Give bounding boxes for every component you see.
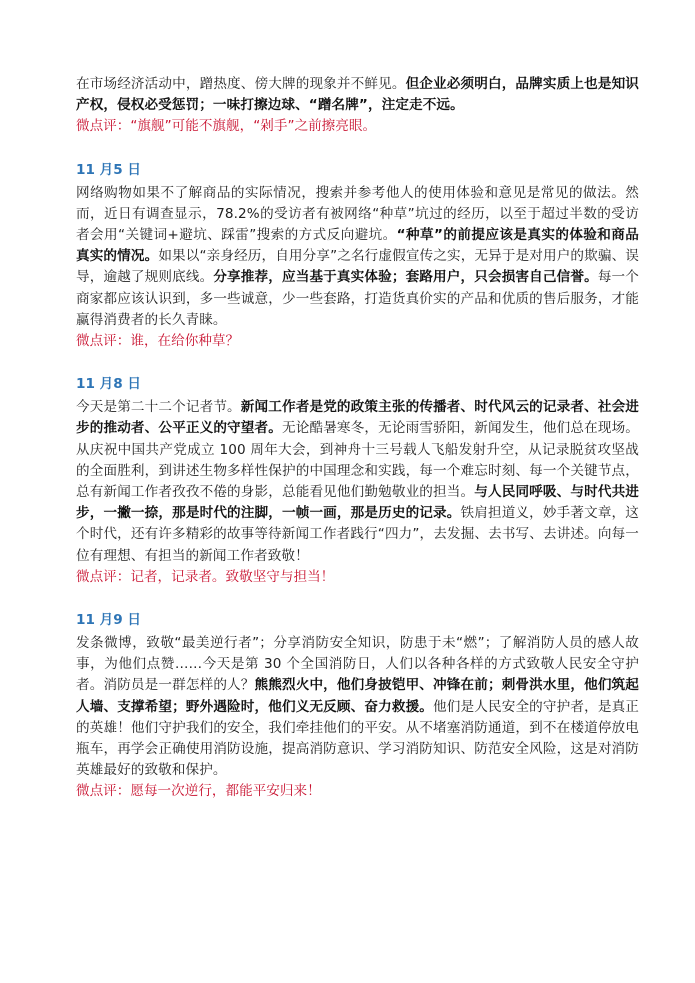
text-segment: 每一个商家都应该认识到，多一些诚意，少一些套路，打造货真价实的产品和优质的售后服务，才能赢得消费者的长久青睐。 <box>76 269 639 328</box>
micro-comment: 微点评：记者，记录者。致敬坚守与担当！ <box>76 568 335 585</box>
entry-nov-9 <box>76 610 639 803</box>
bold-text-segment: 熊熊烈火中，他们身披铠甲、冲锋在前；刺骨洪水里，他们筑起人墙、支撑希望；野外遇险时，他们义无反顾、奋力救援。 <box>76 677 639 715</box>
text-segment: 今天是第二十二个记者节。 <box>76 399 241 416</box>
bold-text-segment: 但企业必须明白，品牌实质上也是知识产权，侵权必受惩罚；一味打擦边球、“蹭名牌”，注定走不远。 <box>76 76 639 114</box>
intro-paragraph <box>76 74 639 116</box>
entry-date: 11 月9 日 <box>76 612 142 629</box>
entry-date: 11 月5 日 <box>76 161 142 178</box>
text-segment: 网络购物如果不了解商品的实际情况，搜索并参考他人的使用体验和意见是常见的做法。然而，近日有调查显示，78.2%的受访者有被网络“种草”坑过的经历，以至于超过半数的受访者会用“关键词+避坑、踩雷”搜索的方式反向避坑。 <box>76 184 639 244</box>
micro-comment: 微点评：愿每一次逆行，都能平安归来！ <box>76 783 321 800</box>
text-segment: 在市场经济活动中，蹭热度、傍大牌的现象并不鲜见。 <box>76 76 406 92</box>
text-segment: 如果以“亲身经历，自用分享”之名行虚假宣传之实，无异于是对用户的欺骗、误导，逾越了规则底线。 <box>76 248 639 286</box>
bold-text-segment: 新闻工作者是党的政策主张的传播者、时代风云的记录者、社会进步的推动者、公平正义的守望者。 <box>76 399 639 437</box>
entry-nov-5 <box>76 160 639 353</box>
entry-date: 11 月8 日 <box>76 376 142 393</box>
text-segment: 无论酷暑寒冬，无论雨雪骄阳，新闻发生，他们总在现场。从庆祝中国共产党成立 100 周年大会，到神舟十三号载人飞船发射升空，从记录脱贫攻坚战的全面胜利，到讲述生物多样性保护的中国理念和实践，每一个难忘时刻、每一个关键节点，总有新闻工作者孜孜不倦的身影，总能看见他们勤勉敬业的担当。 <box>76 420 640 501</box>
entry-paragraph <box>76 397 639 567</box>
text-segment: 他们是人民安全的守护者，是真正的英雄！他们守护我们的安全，我们牵挂他们的平安。从不堵塞消防通道，到不在楼道停放电瓶车，再学会正确使用消防设施，提高消防意识、学习消防知识、防范安全风险，这是对消防英雄最好的致敬和保护。 <box>76 698 639 779</box>
bold-text-segment: 分享推荐，应当基于真实体验；套路用户，只会损害自己信誉。 <box>213 269 598 286</box>
entry-nov-8 <box>76 374 639 588</box>
entry-paragraph <box>76 633 639 781</box>
micro-comment: 微点评：“旗舰”可能不旗舰，“剁手”之前擦亮眼。 <box>76 118 377 135</box>
text-segment: 发条微博，致敬“最美逆行者”；分享消防安全知识，防患于未“燃”；了解消防人员的感人故事，为他们点赞……今天是第 30 个全国消防日，人们以各种各样的方式致敬人民安全守护者。消防员是一群怎样的人？ <box>76 635 639 694</box>
intro-entry <box>76 74 639 138</box>
bold-text-segment: “种草”的前提应该是真实的体验和商品真实的情况。 <box>76 227 639 265</box>
text-segment: 铁肩担道义，妙手著文章，这个时代，还有许多精彩的故事等待新闻工作者践行“四力”，去发掘、去书写、去讲述。向每一位有理想、有担当的新闻工作者致敬！ <box>76 505 639 564</box>
micro-comment: 微点评：谁，在给你种草？ <box>76 333 240 350</box>
bold-text-segment: 与人民同呼吸、与时代共进步，一撇一捺，那是时代的注脚，一帧一画，那是历史的记录。 <box>76 484 639 522</box>
entry-paragraph <box>76 183 639 331</box>
